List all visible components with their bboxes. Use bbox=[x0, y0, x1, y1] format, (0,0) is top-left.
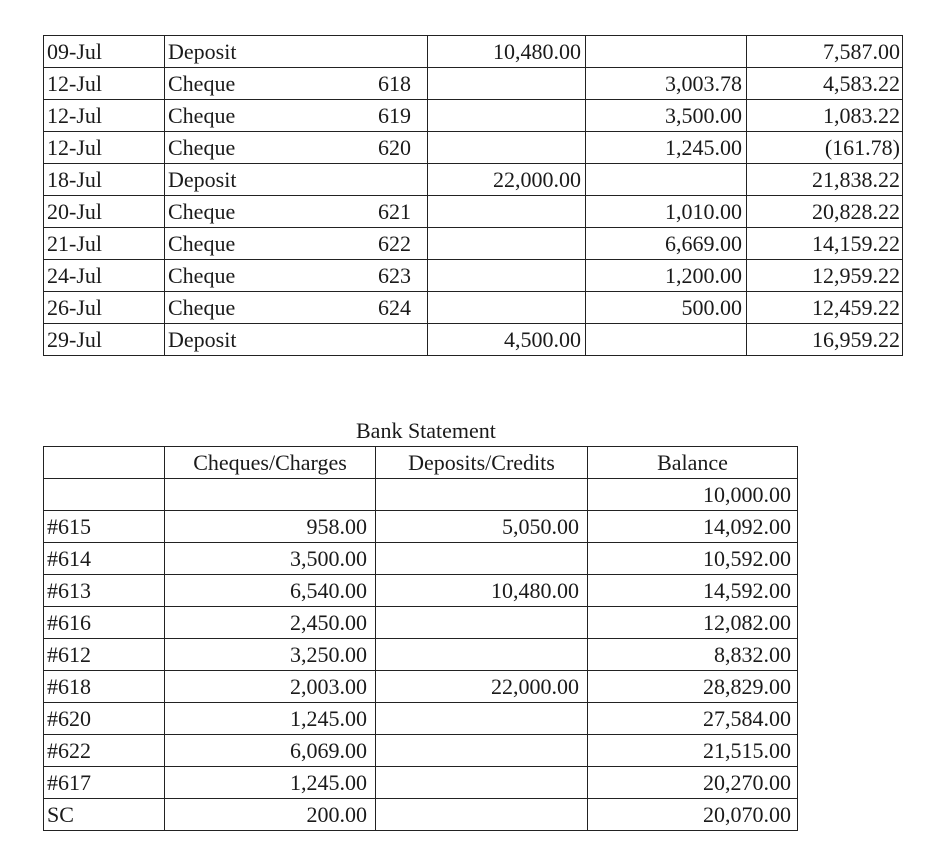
ledger-cheque-amount: 1,245.00 bbox=[586, 132, 747, 164]
bank-charge: 1,245.00 bbox=[165, 703, 376, 735]
ledger-balance: 4,583.22 bbox=[747, 68, 903, 100]
ledger-type: Cheque bbox=[165, 196, 302, 228]
ledger-balance: 14,159.22 bbox=[747, 228, 903, 260]
ledger-cheque-number: 621 bbox=[301, 196, 428, 228]
ledger-row bbox=[44, 292, 903, 324]
ledger-balance: 7,587.00 bbox=[747, 36, 903, 68]
ledger-balance: 16,959.22 bbox=[747, 324, 903, 356]
bank-credit bbox=[376, 799, 588, 831]
bank-statement-row bbox=[44, 799, 798, 831]
ledger-cheque-number: 620 bbox=[301, 132, 428, 164]
bank-charge: 200.00 bbox=[165, 799, 376, 831]
bank-credit bbox=[376, 639, 588, 671]
bank-reference: #614 bbox=[44, 543, 165, 575]
bank-credit bbox=[376, 479, 588, 511]
bank-charge bbox=[165, 479, 376, 511]
ledger-type: Deposit bbox=[165, 36, 302, 68]
ledger-date: 12-Jul bbox=[44, 100, 165, 132]
ledger-type: Cheque bbox=[165, 292, 302, 324]
ledger-row bbox=[44, 164, 903, 196]
bank-reference: #616 bbox=[44, 607, 165, 639]
ledger-date: 12-Jul bbox=[44, 68, 165, 100]
bank-statement-table bbox=[43, 446, 798, 831]
bank-reference: #622 bbox=[44, 735, 165, 767]
ledger-type: Deposit bbox=[165, 324, 302, 356]
bank-reference: #613 bbox=[44, 575, 165, 607]
ledger-type: Cheque bbox=[165, 100, 302, 132]
ledger-cheque-amount: 500.00 bbox=[586, 292, 747, 324]
ledger-cheque-amount bbox=[586, 324, 747, 356]
bank-statement-row bbox=[44, 703, 798, 735]
bank-balance: 27,584.00 bbox=[588, 703, 798, 735]
cash-ledger-table bbox=[43, 35, 903, 356]
ledger-type: Cheque bbox=[165, 68, 302, 100]
ledger-row bbox=[44, 228, 903, 260]
bank-balance: 10,000.00 bbox=[588, 479, 798, 511]
ledger-deposit bbox=[428, 68, 586, 100]
ledger-cheque-amount: 1,010.00 bbox=[586, 196, 747, 228]
ledger-row bbox=[44, 68, 903, 100]
bank-balance: 20,070.00 bbox=[588, 799, 798, 831]
ledger-deposit: 22,000.00 bbox=[428, 164, 586, 196]
ledger-cheque-number: 619 bbox=[301, 100, 428, 132]
bank-credit bbox=[376, 767, 588, 799]
ledger-deposit bbox=[428, 292, 586, 324]
ledger-cheque-number: 622 bbox=[301, 228, 428, 260]
ledger-cheque-number bbox=[301, 164, 428, 196]
bank-balance: 20,270.00 bbox=[588, 767, 798, 799]
bank-charge: 1,245.00 bbox=[165, 767, 376, 799]
bank-reference: #612 bbox=[44, 639, 165, 671]
bank-statement-row bbox=[44, 735, 798, 767]
ledger-deposit: 4,500.00 bbox=[428, 324, 586, 356]
bank-credit bbox=[376, 703, 588, 735]
ledger-balance: 21,838.22 bbox=[747, 164, 903, 196]
header-cheques-charges: Cheques/Charges bbox=[165, 447, 376, 479]
bank-reference: #617 bbox=[44, 767, 165, 799]
bank-credit bbox=[376, 607, 588, 639]
header-reference bbox=[44, 447, 165, 479]
ledger-cheque-number: 623 bbox=[301, 260, 428, 292]
bank-statement-header-row bbox=[44, 447, 798, 479]
ledger-balance: 20,828.22 bbox=[747, 196, 903, 228]
ledger-deposit bbox=[428, 260, 586, 292]
ledger-date: 20-Jul bbox=[44, 196, 165, 228]
ledger-row bbox=[44, 132, 903, 164]
bank-charge: 2,450.00 bbox=[165, 607, 376, 639]
bank-statement-row bbox=[44, 575, 798, 607]
ledger-body bbox=[44, 36, 903, 356]
ledger-balance: 12,959.22 bbox=[747, 260, 903, 292]
ledger-cheque-number: 618 bbox=[301, 68, 428, 100]
bank-statement-title: Bank Statement bbox=[356, 418, 496, 443]
ledger-cheque-amount: 6,669.00 bbox=[586, 228, 747, 260]
ledger-date: 26-Jul bbox=[44, 292, 165, 324]
bank-charge: 6,540.00 bbox=[165, 575, 376, 607]
ledger-row bbox=[44, 260, 903, 292]
bank-reference: SC bbox=[44, 799, 165, 831]
ledger-balance: 12,459.22 bbox=[747, 292, 903, 324]
bank-charge: 2,003.00 bbox=[165, 671, 376, 703]
ledger-deposit bbox=[428, 196, 586, 228]
ledger-balance: (161.78) bbox=[747, 132, 903, 164]
ledger-date: 29-Jul bbox=[44, 324, 165, 356]
header-balance: Balance bbox=[588, 447, 798, 479]
bank-credit bbox=[376, 735, 588, 767]
bank-charge: 6,069.00 bbox=[165, 735, 376, 767]
bank-reference: #615 bbox=[44, 511, 165, 543]
ledger-type: Cheque bbox=[165, 132, 302, 164]
bank-reference: #618 bbox=[44, 671, 165, 703]
bank-charge: 958.00 bbox=[165, 511, 376, 543]
ledger-cheque-number bbox=[301, 36, 428, 68]
bank-reference: #620 bbox=[44, 703, 165, 735]
ledger-date: 21-Jul bbox=[44, 228, 165, 260]
bank-balance: 12,082.00 bbox=[588, 607, 798, 639]
ledger-cheque-number bbox=[301, 324, 428, 356]
header-deposits-credits: Deposits/Credits bbox=[376, 447, 588, 479]
bank-credit: 22,000.00 bbox=[376, 671, 588, 703]
ledger-row bbox=[44, 36, 903, 68]
ledger-row bbox=[44, 324, 903, 356]
bank-balance: 10,592.00 bbox=[588, 543, 798, 575]
bank-balance: 14,592.00 bbox=[588, 575, 798, 607]
ledger-date: 18-Jul bbox=[44, 164, 165, 196]
ledger-cheque-amount bbox=[586, 36, 747, 68]
bank-statement-row bbox=[44, 479, 798, 511]
bank-statement-row bbox=[44, 671, 798, 703]
bank-credit: 5,050.00 bbox=[376, 511, 588, 543]
bank-statement-row bbox=[44, 511, 798, 543]
bank-statement-row bbox=[44, 543, 798, 575]
bank-statement-row bbox=[44, 767, 798, 799]
ledger-type: Cheque bbox=[165, 228, 302, 260]
ledger-date: 12-Jul bbox=[44, 132, 165, 164]
bank-balance: 21,515.00 bbox=[588, 735, 798, 767]
ledger-cheque-amount: 3,003.78 bbox=[586, 68, 747, 100]
ledger-type: Cheque bbox=[165, 260, 302, 292]
ledger-deposit bbox=[428, 132, 586, 164]
bank-reference bbox=[44, 479, 165, 511]
bank-balance: 8,832.00 bbox=[588, 639, 798, 671]
ledger-balance: 1,083.22 bbox=[747, 100, 903, 132]
ledger-type: Deposit bbox=[165, 164, 302, 196]
ledger-cheque-amount: 3,500.00 bbox=[586, 100, 747, 132]
ledger-deposit bbox=[428, 228, 586, 260]
bank-credit: 10,480.00 bbox=[376, 575, 588, 607]
ledger-cheque-amount bbox=[586, 164, 747, 196]
ledger-deposit: 10,480.00 bbox=[428, 36, 586, 68]
ledger-date: 24-Jul bbox=[44, 260, 165, 292]
bank-charge: 3,500.00 bbox=[165, 543, 376, 575]
bank-statement-body bbox=[44, 479, 798, 831]
bank-credit bbox=[376, 543, 588, 575]
bank-statement-row bbox=[44, 607, 798, 639]
bank-balance: 28,829.00 bbox=[588, 671, 798, 703]
ledger-row bbox=[44, 100, 903, 132]
bank-balance: 14,092.00 bbox=[588, 511, 798, 543]
ledger-cheque-number: 624 bbox=[301, 292, 428, 324]
bank-charge: 3,250.00 bbox=[165, 639, 376, 671]
bank-statement-row bbox=[44, 639, 798, 671]
ledger-row bbox=[44, 196, 903, 228]
ledger-date: 09-Jul bbox=[44, 36, 165, 68]
ledger-deposit bbox=[428, 100, 586, 132]
ledger-cheque-amount: 1,200.00 bbox=[586, 260, 747, 292]
